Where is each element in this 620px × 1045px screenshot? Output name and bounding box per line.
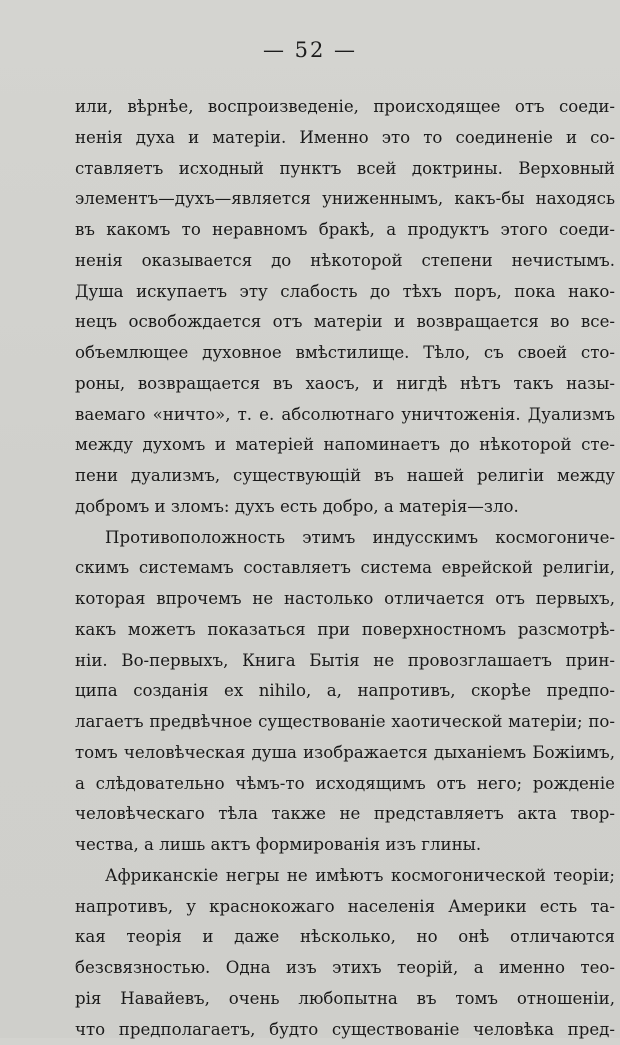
- paragraph-last-line: чества, а лишь актъ формированiя изъ глины.: [75, 830, 615, 861]
- text-line: скимъ системамъ составляетъ система еврейской религiи,: [75, 553, 615, 584]
- text-line: нецъ освобождается отъ матерiи и возвращается во все-: [75, 307, 615, 338]
- text-line: безсвязностью. Одна изъ этихъ теорiй, а именно тео-: [75, 953, 615, 984]
- paragraph-last-line: добромъ и зломъ: духъ есть добро, а матерiя—зло.: [75, 492, 615, 523]
- text-line: ненiя духа и матерiи. Именно это то соединенiе и со-: [75, 123, 615, 154]
- text-line: между духомъ и матерiей напоминаетъ до нѣкоторой сте-: [75, 430, 615, 461]
- text-line: которая впрочемъ не настолько отличается отъ первыхъ,: [75, 584, 615, 615]
- text-line: какъ можетъ показаться при поверхностномъ разсмотрѣ-: [75, 615, 615, 646]
- text-line: въ какомъ то неравномъ бракѣ, а продуктъ этого соеди-: [75, 215, 615, 246]
- text-line: кая теорiя и даже нѣсколько, но онѣ отличаются: [75, 922, 615, 953]
- text-line: ставляетъ исходный пунктъ всей доктрины. Верховный: [75, 154, 615, 185]
- text-line: рiя Навайевъ, очень любопытна въ томъ отношенiи,: [75, 984, 615, 1015]
- text-line: нiи. Во-первыхъ, Книга Бытiя не провозглашаетъ прин-: [75, 646, 615, 677]
- text-line: или, вѣрнѣе, воспроизведенiе, происходящее отъ соеди-: [75, 92, 615, 123]
- text-line: что предполагаетъ, будто существованiе человѣка пред-: [75, 1015, 615, 1045]
- text-line: напротивъ, у краснокожаго населенiя Америки есть та-: [75, 892, 615, 923]
- paragraph-first-line: Противоположность этимъ индусскимъ космогониче-: [75, 523, 615, 554]
- text-line: лагаетъ предвѣчное существованiе хаотической матерiи; по-: [75, 707, 615, 738]
- text-line: человѣческаго тѣла также не представляетъ акта твор-: [75, 799, 615, 830]
- text-line: пени дуализмъ, существующiй въ нашей религiи между: [75, 461, 615, 492]
- text-line: ваемаго «ничто», т. е. абсолютнаго уничтоженiя. Дуализмъ: [75, 400, 615, 431]
- text-line: а слѣдовательно чѣмъ-то исходящимъ отъ него; рожденiе: [75, 769, 615, 800]
- text-line: ненiя оказывается до нѣкоторой степени нечистымъ.: [75, 246, 615, 277]
- text-line: Душа искупаетъ эту слабость до тѣхъ поръ, пока нако-: [75, 277, 615, 308]
- paragraph-first-line: Африканскiе негры не имѣютъ космогонической теорiи;: [75, 861, 615, 892]
- text-line: ципа созданiя ex nihilo, а, напротивъ, скорѣе предпо-: [75, 676, 615, 707]
- body-text: [75, 92, 615, 1045]
- text-line: объемлющее духовное вмѣстилище. Тѣло, съ своей сто-: [75, 338, 615, 369]
- text-line: томъ человѣческая душа изображается дыханiемъ Божiимъ,: [75, 738, 615, 769]
- text-line: роны, возвращается въ хаосъ, и нигдѣ нѣтъ такъ назы-: [75, 369, 615, 400]
- page-number: — 52 —: [0, 38, 620, 62]
- text-line: элементъ—духъ—является униженнымъ, какъ-бы находясь: [75, 184, 615, 215]
